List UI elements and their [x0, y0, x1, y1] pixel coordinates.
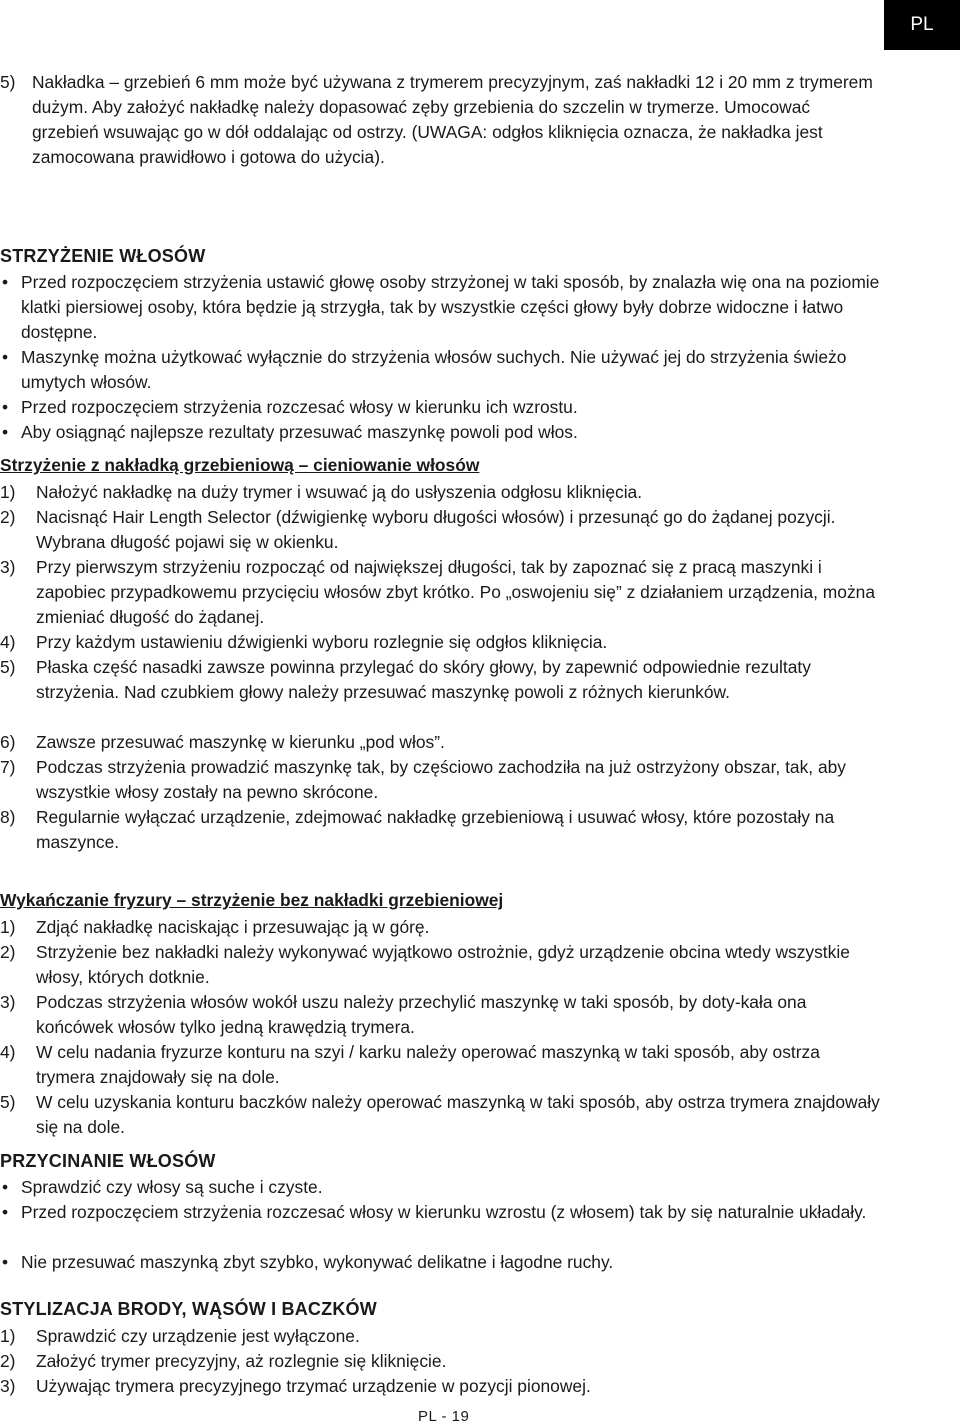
bullet: • [2, 1252, 9, 1272]
step-text: W celu nadania fryzurze konturu na szyi / karku należy operować maszynką w taki sposób, aby ostrza trymera znajdowały się na dole. [36, 1042, 820, 1087]
numbered-step [0, 805, 880, 855]
numbered-step [0, 755, 880, 805]
step-number: 2) [0, 1351, 16, 1371]
list-item [0, 395, 880, 420]
numbered-step [0, 480, 880, 505]
step-number: 7) [0, 757, 16, 777]
list-item [0, 1200, 880, 1225]
step-text: Używając trymera precyzyjnego trzymać urządzenie w pozycji pionowej. [36, 1376, 591, 1396]
step-text: Podczas strzyżenia włosów wokół uszu należy przechylić maszynkę w taki sposób, by doty-kała ona końcówek włosów tylko jedną krawędzią trymera. [36, 992, 807, 1037]
numbered-step [0, 630, 880, 655]
step-number: 4) [0, 632, 16, 652]
list-item-text: Nie przesuwać maszynką zbyt szybko, wykonywać delikatne i łagodne ruchy. [21, 1252, 614, 1272]
numbered-step [0, 1090, 880, 1140]
step-text: Przy każdym ustawieniu dźwigienki wyboru rozlegnie się odgłos kliknięcia. [36, 632, 608, 652]
list-item-text: Maszynkę można użytkować wyłącznie do strzyżenia włosów suchych. Nie używać jej do strzyżenia świeżo umytych włosów. [21, 347, 847, 392]
numbered-step [0, 915, 880, 940]
intro-step [0, 70, 880, 170]
subsection-heading-text: Strzyżenie z nakładką grzebieniową – cieniowanie włosów [0, 455, 480, 475]
numbered-step [0, 730, 880, 755]
list-item-text: Przed rozpoczęciem strzyżenia ustawić głowę osoby strzyżonej w taki sposób, by znalazła wię ona na poziomie klatki piersiowej osoby, która będzie ją strzygła, tak by wszystkie części głowy były dobrze widoczne i łatwo dostępne. [21, 272, 880, 342]
subsection-heading-wykanczanie [0, 890, 503, 911]
bullet: • [2, 1177, 9, 1197]
numbered-step [0, 505, 880, 555]
numbered-step [0, 940, 880, 990]
numbered-step [0, 1324, 880, 1349]
step-text: Podczas strzyżenia prowadzić maszynkę tak, by częściowo zachodziła na już ostrzyżony obszar, tak, aby wszystkie włosy zostały na pewno skrócone. [36, 757, 846, 802]
step-number: 3) [0, 1376, 16, 1396]
step-text: W celu uzyskania konturu baczków należy operować maszynką w taki sposób, aby ostrza trymera znajdowały się na dole. [36, 1092, 880, 1137]
step-number: 2) [0, 942, 16, 962]
list-item [0, 1175, 880, 1200]
bullet: • [2, 347, 9, 367]
list-item [0, 420, 880, 445]
list-item [0, 345, 880, 395]
bullet: • [2, 397, 9, 417]
step-text: Strzyżenie bez nakładki należy wykonywać wyjątkowo ostrożnie, gdyż urządzenie obcina wtedy wszystkie włosy, których dotknie. [36, 942, 850, 987]
numbered-step [0, 555, 880, 630]
step-number: 5) [0, 72, 16, 92]
step-text: Przy pierwszym strzyżeniu rozpocząć od największej długości, tak by zapoznać się z pracą maszynki i zapobiec przypadkowemu przycięciu włosów zbyt krótko. Po „oswojeniu się” z działaniem urządzenia, można zmieniać długość do żądanej. [36, 557, 875, 627]
page-number: PL - 19 [418, 1408, 470, 1425]
step-text: Płaska część nasadki zawsze powinna przylegać do skóry głowy, by zapewnić odpowiednie rezultaty strzyżenia. Nad czubkiem głowy należy przesuwać maszynkę powoli z różnych kierunków. [36, 657, 811, 702]
step-text: Zawsze przesuwać maszynkę w kierunku „pod włos”. [36, 732, 445, 752]
list-item-text: Przed rozpoczęciem strzyżenia rozczesać włosy w kierunku ich wzrostu. [21, 397, 578, 417]
step-number: 4) [0, 1042, 16, 1062]
list-item-text: Aby osiągnąć najlepsze rezultaty przesuwać maszynkę powoli pod włos. [21, 422, 578, 442]
step-number: 6) [0, 732, 16, 752]
step-text: Założyć trymer precyzyjny, aż rozlegnie się kliknięcie. [36, 1351, 447, 1371]
numbered-step [0, 1349, 880, 1374]
step-text: Zdjąć nakładkę naciskając i przesuwając ją w górę. [36, 917, 430, 937]
list-item [0, 270, 880, 345]
numbered-step [0, 1040, 880, 1090]
bullet: • [2, 1202, 9, 1222]
step-number: 1) [0, 482, 16, 502]
step-number: 8) [0, 807, 16, 827]
step-text: Nacisnąć Hair Length Selector (dźwigienkę wyboru długości włosów) i przesunąć go do żądanej pozycji. Wybrana długość pojawi się w okienku. [36, 507, 836, 552]
section-heading-strzyzenie: STRZYŻENIE WŁOSÓW [0, 246, 206, 266]
list-item-text: Sprawdzić czy włosy są suche i czyste. [21, 1177, 323, 1197]
list-item [0, 1250, 880, 1275]
numbered-step [0, 655, 880, 705]
step-number: 1) [0, 1326, 16, 1346]
step-text: Sprawdzić czy urządzenie jest wyłączone. [36, 1326, 360, 1346]
subsection-heading-cieniowanie [0, 455, 479, 476]
numbered-step [0, 1374, 880, 1399]
step-text: Regularnie wyłączać urządzenie, zdejmować nakładkę grzebieniową i usuwać włosy, które pozostały na maszynce. [36, 807, 835, 852]
step-number: 5) [0, 1092, 16, 1112]
step-number: 3) [0, 557, 16, 577]
language-tab: PL [884, 0, 960, 50]
bullet: • [2, 272, 9, 292]
step-number: 1) [0, 917, 16, 937]
subsection-heading-text: Wykańczanie fryzury – strzyżenie bez nakładki grzebieniowej [0, 890, 504, 910]
step-number: 2) [0, 507, 16, 527]
step-number: 3) [0, 992, 16, 1012]
section-heading-przycinanie: PRZYCINANIE WŁOSÓW [0, 1151, 216, 1171]
step-number: 5) [0, 657, 16, 677]
bullet: • [2, 422, 9, 442]
section-heading-stylizacja: STYLIZACJA BRODY, WĄSÓW I BACZKÓW [0, 1299, 377, 1319]
step-text: Nakładka – grzebień 6 mm może być używana z trymerem precyzyjnym, zaś nakładki 12 i 20 mm z trymerem dużym. Aby założyć nakładkę należy dopasować zęby grzebienia do szczelin w trymerze. Umocować grzebień wsuwając go w dół oddalając od ostrzy. (UWAGA: odgłos kliknięcia oznacza, że nakładka jest zamocowana prawidłowo i gotowa do użycia). [32, 72, 873, 167]
numbered-step [0, 990, 880, 1040]
step-text: Nałożyć nakładkę na duży trymer i wsuwać ją do usłyszenia odgłosu kliknięcia. [36, 482, 643, 502]
list-item-text: Przed rozpoczęciem strzyżenia rozczesać włosy w kierunku wzrostu (z włosem) tak by się naturalnie układały. [21, 1202, 867, 1222]
